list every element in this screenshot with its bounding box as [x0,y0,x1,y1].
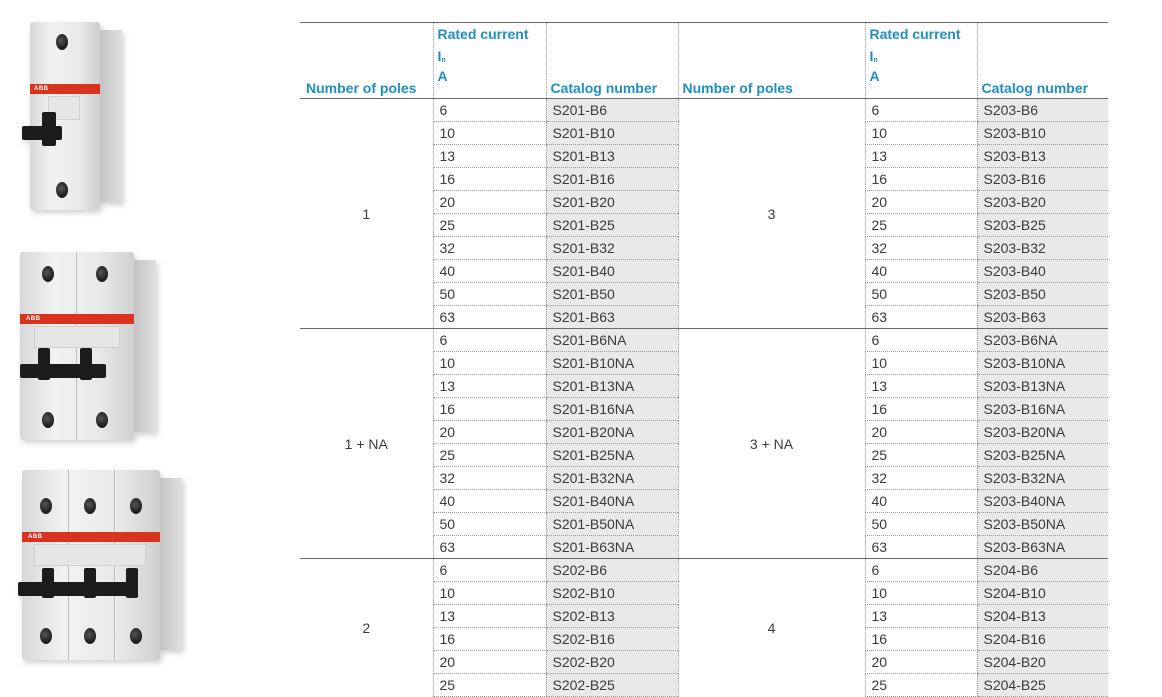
rated-current-cell: 10 [433,122,546,145]
rated-current-cell: 16 [433,398,546,421]
catalog-number-cell: S203-B63NA [977,536,1108,559]
catalog-number-cell: S203-B13NA [977,375,1108,398]
rated-current-cell: 32 [865,467,977,490]
header-number-of-poles: Number of poles [678,23,865,99]
header-catalog-number: Catalog number [546,23,678,99]
catalog-number-cell: S201-B20NA [546,421,678,444]
rated-current-cell: 20 [433,651,546,674]
catalog-number-cell: S203-B16 [977,168,1108,191]
rated-current-cell: 63 [865,536,977,559]
catalog-number-cell: S203-B6 [977,99,1108,122]
catalog-number-cell: S203-B20NA [977,421,1108,444]
breaker-1-pole-image [30,22,122,210]
catalog-number-cell: S203-B10 [977,122,1108,145]
catalog-number-cell: S203-B32 [977,237,1108,260]
rated-current-cell: 10 [433,582,546,605]
rated-current-cell: 6 [865,99,977,122]
rated-current-cell: 16 [433,628,546,651]
rated-current-cell: 16 [865,628,977,651]
rated-current-cell: 13 [433,375,546,398]
catalog-number-cell: S201-B63 [546,306,678,329]
catalog-number-cell: S201-B20 [546,191,678,214]
rated-current-cell: 32 [433,467,546,490]
rated-current-cell: 50 [865,513,977,536]
catalog-number-cell: S203-B20 [977,191,1108,214]
table-header-row [300,23,1108,99]
catalog-number-cell: S202-B20 [546,651,678,674]
brand-logo: ABB [28,534,43,540]
rated-current-cell: 10 [433,352,546,375]
number-of-poles-cell: 4 [678,559,865,697]
catalog-number-cell: S203-B16NA [977,398,1108,421]
catalog-number-cell: S203-B32NA [977,467,1108,490]
catalog-number-cell: S203-B10NA [977,352,1108,375]
breaker-2-pole-image [20,252,156,440]
catalog-number-cell: S201-B13 [546,145,678,168]
catalog-number-cell: S201-B50 [546,283,678,306]
catalog-number-cell: S201-B40 [546,260,678,283]
catalog-number-cell: S202-B25 [546,674,678,697]
catalog-number-cell: S201-B25NA [546,444,678,467]
table-row [300,99,1108,122]
catalog-number-cell: S204-B10 [977,582,1108,605]
rated-current-cell: 32 [433,237,546,260]
rated-current-cell: 40 [865,260,977,283]
header-rated-current-unit: A [437,68,448,84]
catalog-number-cell: S201-B6NA [546,329,678,352]
number-of-poles-cell: 2 [362,619,371,636]
catalog-number-cell: S202-B16 [546,628,678,651]
catalog-number-cell: S203-B40 [977,260,1108,283]
rated-current-cell: 6 [433,559,546,582]
rated-current-cell: 25 [865,444,977,467]
header-number-of-poles: Number of poles [300,23,433,99]
rated-current-cell: 20 [865,191,977,214]
rated-current-cell: 63 [433,306,546,329]
number-of-poles-cell: 3 + NA [678,329,865,559]
catalog-number-cell: S203-B50NA [977,513,1108,536]
rated-current-cell: 16 [865,168,977,191]
catalog-number-cell: S204-B16 [977,628,1108,651]
rated-current-cell: 16 [433,168,546,191]
catalog-table [300,22,1108,697]
header-rated-current-symbol: $I_n$ [869,48,878,64]
rated-current-cell: 13 [433,145,546,168]
rated-current-cell: 13 [865,145,977,168]
rated-current-cell: 25 [433,214,546,237]
table-row [300,559,1108,582]
catalog-number-cell: S201-B32NA [546,467,678,490]
rated-current-cell: 25 [433,674,546,697]
catalog-number-cell: S203-B63 [977,306,1108,329]
catalog-number-cell: S201-B16NA [546,398,678,421]
catalog-number-cell: S201-B13NA [546,375,678,398]
rated-current-cell: 40 [433,260,546,283]
rated-current-cell: 50 [865,283,977,306]
catalog-number-cell: S201-B6 [546,99,678,122]
catalog-number-cell: S201-B10NA [546,352,678,375]
header-rated-current-label: Rated current [437,26,529,42]
catalog-number-cell: S203-B13 [977,145,1108,168]
rated-current-cell: 20 [433,191,546,214]
rated-current-cell: 6 [433,99,546,122]
catalog-number-cell: S203-B25 [977,214,1108,237]
rated-current-cell: 10 [865,582,977,605]
catalog-number-cell: S201-B32 [546,237,678,260]
catalog-number-cell: S203-B50 [977,283,1108,306]
number-of-poles-cell: 1 [300,99,433,329]
rated-current-cell: 40 [865,490,977,513]
catalog-number-cell: S201-B50NA [546,513,678,536]
rated-current-cell: 20 [433,421,546,444]
brand-logo: ABB [34,86,49,92]
header-rated-current-label: Rated current [869,26,961,42]
catalog-number-cell: S203-B6NA [977,329,1108,352]
rated-current-cell: 40 [433,490,546,513]
catalog-number-cell: S202-B13 [546,605,678,628]
header-rated-current [865,23,977,99]
catalog-number-cell: S202-B10 [546,582,678,605]
number-of-poles-cell: 3 [678,99,865,329]
rated-current-cell: 13 [865,605,977,628]
catalog-number-cell: S201-B40NA [546,490,678,513]
catalog-number-cell: S204-B20 [977,651,1108,674]
header-rated-current [433,23,546,99]
rated-current-cell: 6 [433,329,546,352]
catalog-number-cell: S201-B25 [546,214,678,237]
catalog-number-cell: S203-B40NA [977,490,1108,513]
catalog-number-cell: S201-B63NA [546,536,678,559]
rated-current-cell: 13 [865,375,977,398]
header-rated-current-symbol: $I_n$ [437,48,446,64]
rated-current-cell: 10 [865,122,977,145]
table-row [300,329,1108,352]
rated-current-cell: 63 [433,536,546,559]
rated-current-cell: 20 [865,421,977,444]
table-body [300,99,1108,697]
catalog-table-container [300,22,1108,697]
header-catalog-number: Catalog number [977,23,1108,99]
rated-current-cell: 32 [865,237,977,260]
brand-logo: ABB [26,316,41,322]
rated-current-cell: 6 [865,329,977,352]
rated-current-cell: 16 [865,398,977,421]
rated-current-cell: 20 [865,651,977,674]
header-rated-current-unit: A [869,68,880,84]
rated-current-cell: 50 [433,283,546,306]
catalog-number-cell: S201-B10 [546,122,678,145]
rated-current-cell: 6 [865,559,977,582]
catalog-number-cell: S204-B13 [977,605,1108,628]
number-of-poles-cell: 1 + NA [300,329,433,559]
catalog-number-cell: S202-B6 [546,559,678,582]
catalog-number-cell: S203-B25NA [977,444,1108,467]
rated-current-cell: 10 [865,352,977,375]
rated-current-cell: 25 [865,674,977,697]
rated-current-cell: 63 [865,306,977,329]
rated-current-cell: 25 [865,214,977,237]
rated-current-cell: 25 [433,444,546,467]
catalog-number-cell: S204-B6 [977,559,1108,582]
catalog-number-cell: S204-B25 [977,674,1108,697]
rated-current-cell: 13 [433,605,546,628]
breaker-3-pole-image [22,470,182,660]
rated-current-cell: 50 [433,513,546,536]
catalog-number-cell: S201-B16 [546,168,678,191]
